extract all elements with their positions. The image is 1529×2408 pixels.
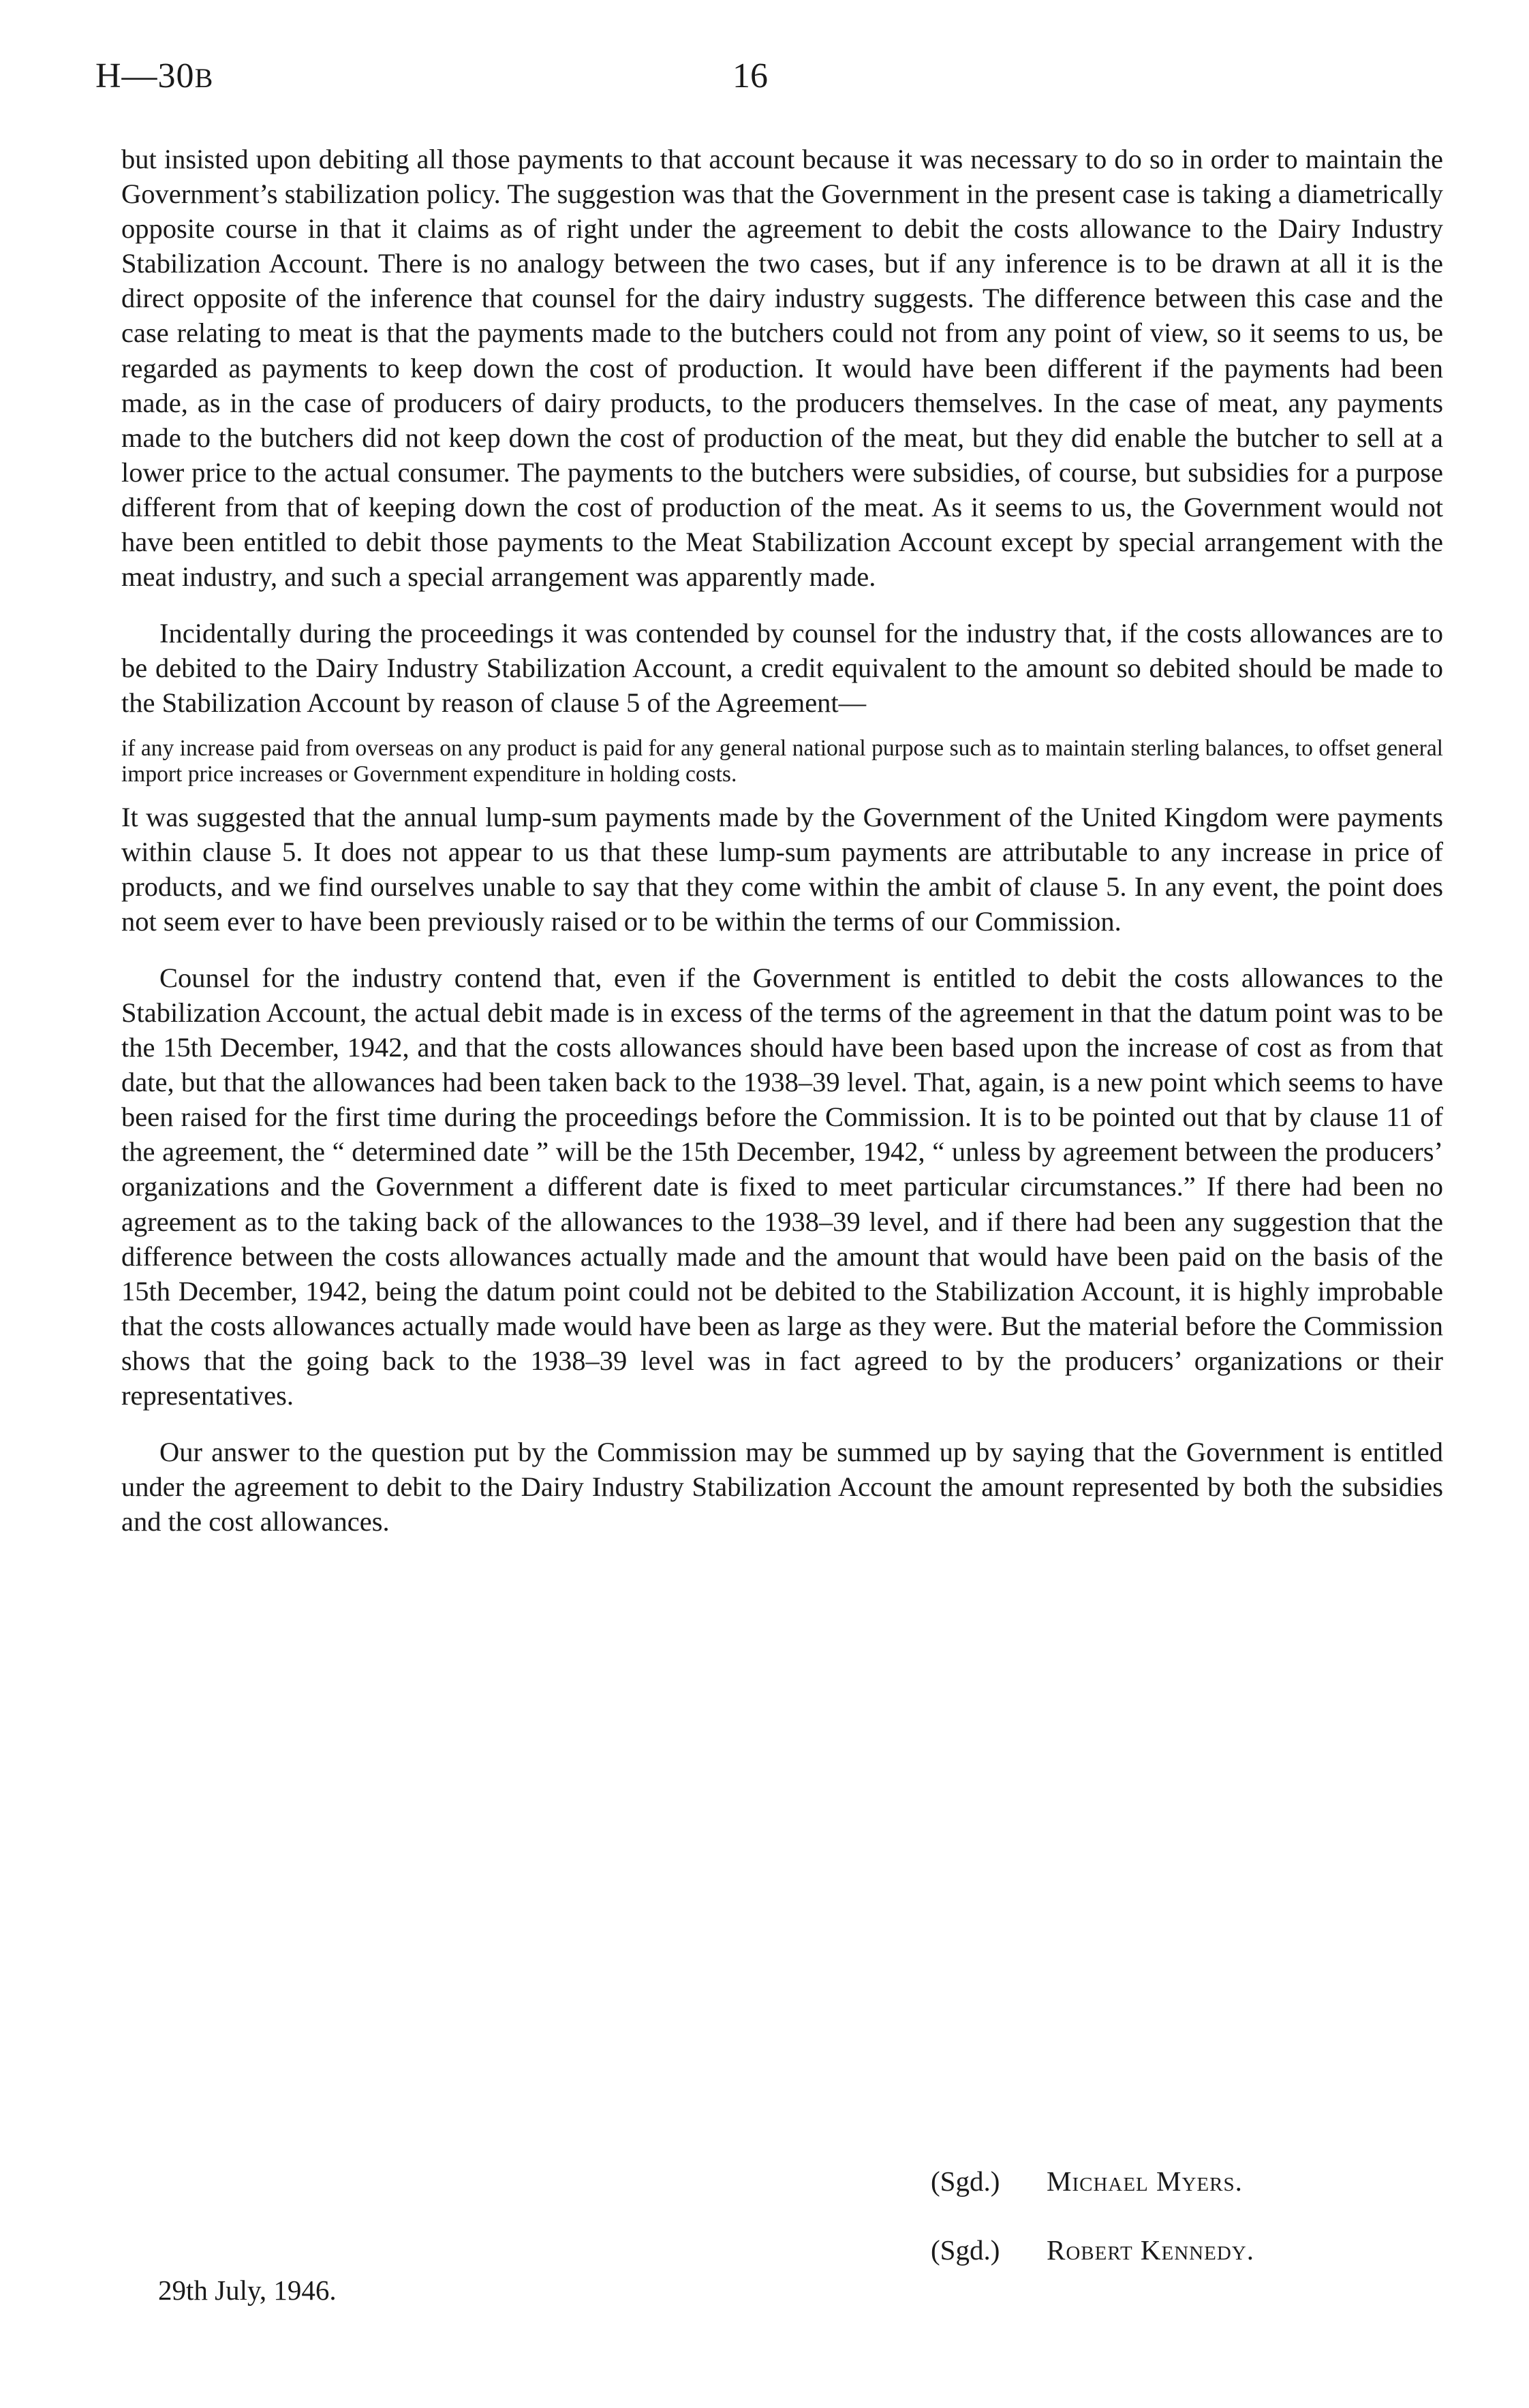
page-number: 16	[732, 57, 768, 95]
document-code-main: H—30	[95, 57, 195, 95]
running-head	[95, 56, 1445, 104]
paragraph-3: It was suggested that the annual lump-sum payments made by the Government of the United Kingdom were payments within clause 5. It does not appear to us that these lump-sum payments are attributable to any increase in price of products, and we find ourselves unable to say that they come within the ambit of clause 5. In any event, the point does not seem ever to have been previously raised or to be within the terms of our Commission.	[121, 801, 1443, 937]
paragraph-2: Incidentally during the proceedings it was contended by counsel for the industry that, if the costs allowances are to be debited to the Dairy Industry Stabilization Account, a credit equivalent to the amount so debited should be made to the Stabilization Account by reason of clause 5 of the Agreement—	[121, 618, 1443, 719]
signature-line	[931, 2147, 1254, 2216]
signature-block	[931, 2147, 1254, 2285]
paragraph-4: Counsel for the industry contend that, even if the Government is entitled to debit the costs allowances to the Stabilization Account, the actual debit made is in excess of the terms of the agreement in that the datum point was to be the 15th December, 1942, and that the costs allowances should have been based upon the increase of cost as from that date, but that the allowances had been taken back to the 1938–39 level. That, again, is a new point which seems to have been raised for the first time during the proceedings before the Commission. It is to be pointed out that by clause 11 of the agreement, the “ determined date ” will be the 15th December, 1942, “ unless by agreement between the producers’ organizations and the Government a different date is fixed to meet particular circumstances.” If there had been no agreement as to the taking back of the allowances to the 1938–39 level, and if there had been any suggestion that the difference between the costs allowances actually made and the amount that would have been paid on the basis of the 15th December, 1942, being the datum point could not be debited to the Stabilization Account, it is highly improbable that the costs allowances actually made would have been as large as they were. But the material before the Commission shows that the going back to the 1938–39 level was in fact agreed to by the producers’ organizations or their representatives.	[121, 962, 1443, 1411]
document-code	[95, 56, 213, 96]
signature-line	[931, 2216, 1254, 2285]
document-date: 29th July, 1946.	[158, 2274, 337, 2306]
signature-prefix: (Sgd.)	[931, 2234, 1000, 2266]
quoted-clause: if any increase paid from overseas on any product is paid for any general national purpose such as to maintain sterling balances, to offset general import price increases or Government expenditure in holding costs.	[121, 735, 1443, 787]
signature-prefix: (Sgd.)	[931, 2165, 1000, 2197]
paragraph-5: Our answer to the question put by the Commission may be summed up by saying that the Government is entitled under the agreement to debit to the Dairy Industry Stabilization Account the amount represented by both the subsidies and the cost allowances.	[121, 1437, 1443, 1537]
body-text	[121, 142, 1443, 1539]
signatory-name: Michael Myers.	[1047, 2165, 1243, 2197]
document-code-suffix: B	[194, 63, 214, 93]
signatory-name: Robert Kennedy.	[1047, 2234, 1254, 2266]
paragraph-1: but insisted upon debiting all those payments to that account because it was necessary to do so in order to maintain the Government’s stabilization policy. The suggestion was that the Government in the present case is taking a diametrically opposite course in that it claims as of right under the agreement to debit the costs allowance to the Dairy Industry Stabilization Account. There is no analogy between the two cases, but if any inference is to be drawn at all it is the direct opposite of the inference that counsel for the dairy industry suggests. The difference between this case and the case relating to meat is that the payments made to the butchers could not from any point of view, so it seems to us, be regarded as payments to keep down the cost of production. It would have been different if the payments had been made, as in the case of producers of dairy products, to the producers themselves. In the case of meat, any payments made to the butchers did not keep down the cost of production of the meat, but they did enable the butcher to sell at a lower price to the actual consumer. The payments to the butchers were subsidies, of course, but subsidies for a purpose different from that of keeping down the cost of production of the meat. As it seems to us, the Government would not have been entitled to debit those payments to the Meat Stabilization Account except by special arrangement with the meat industry, and such a special arrangement was apparently made.	[121, 144, 1443, 593]
